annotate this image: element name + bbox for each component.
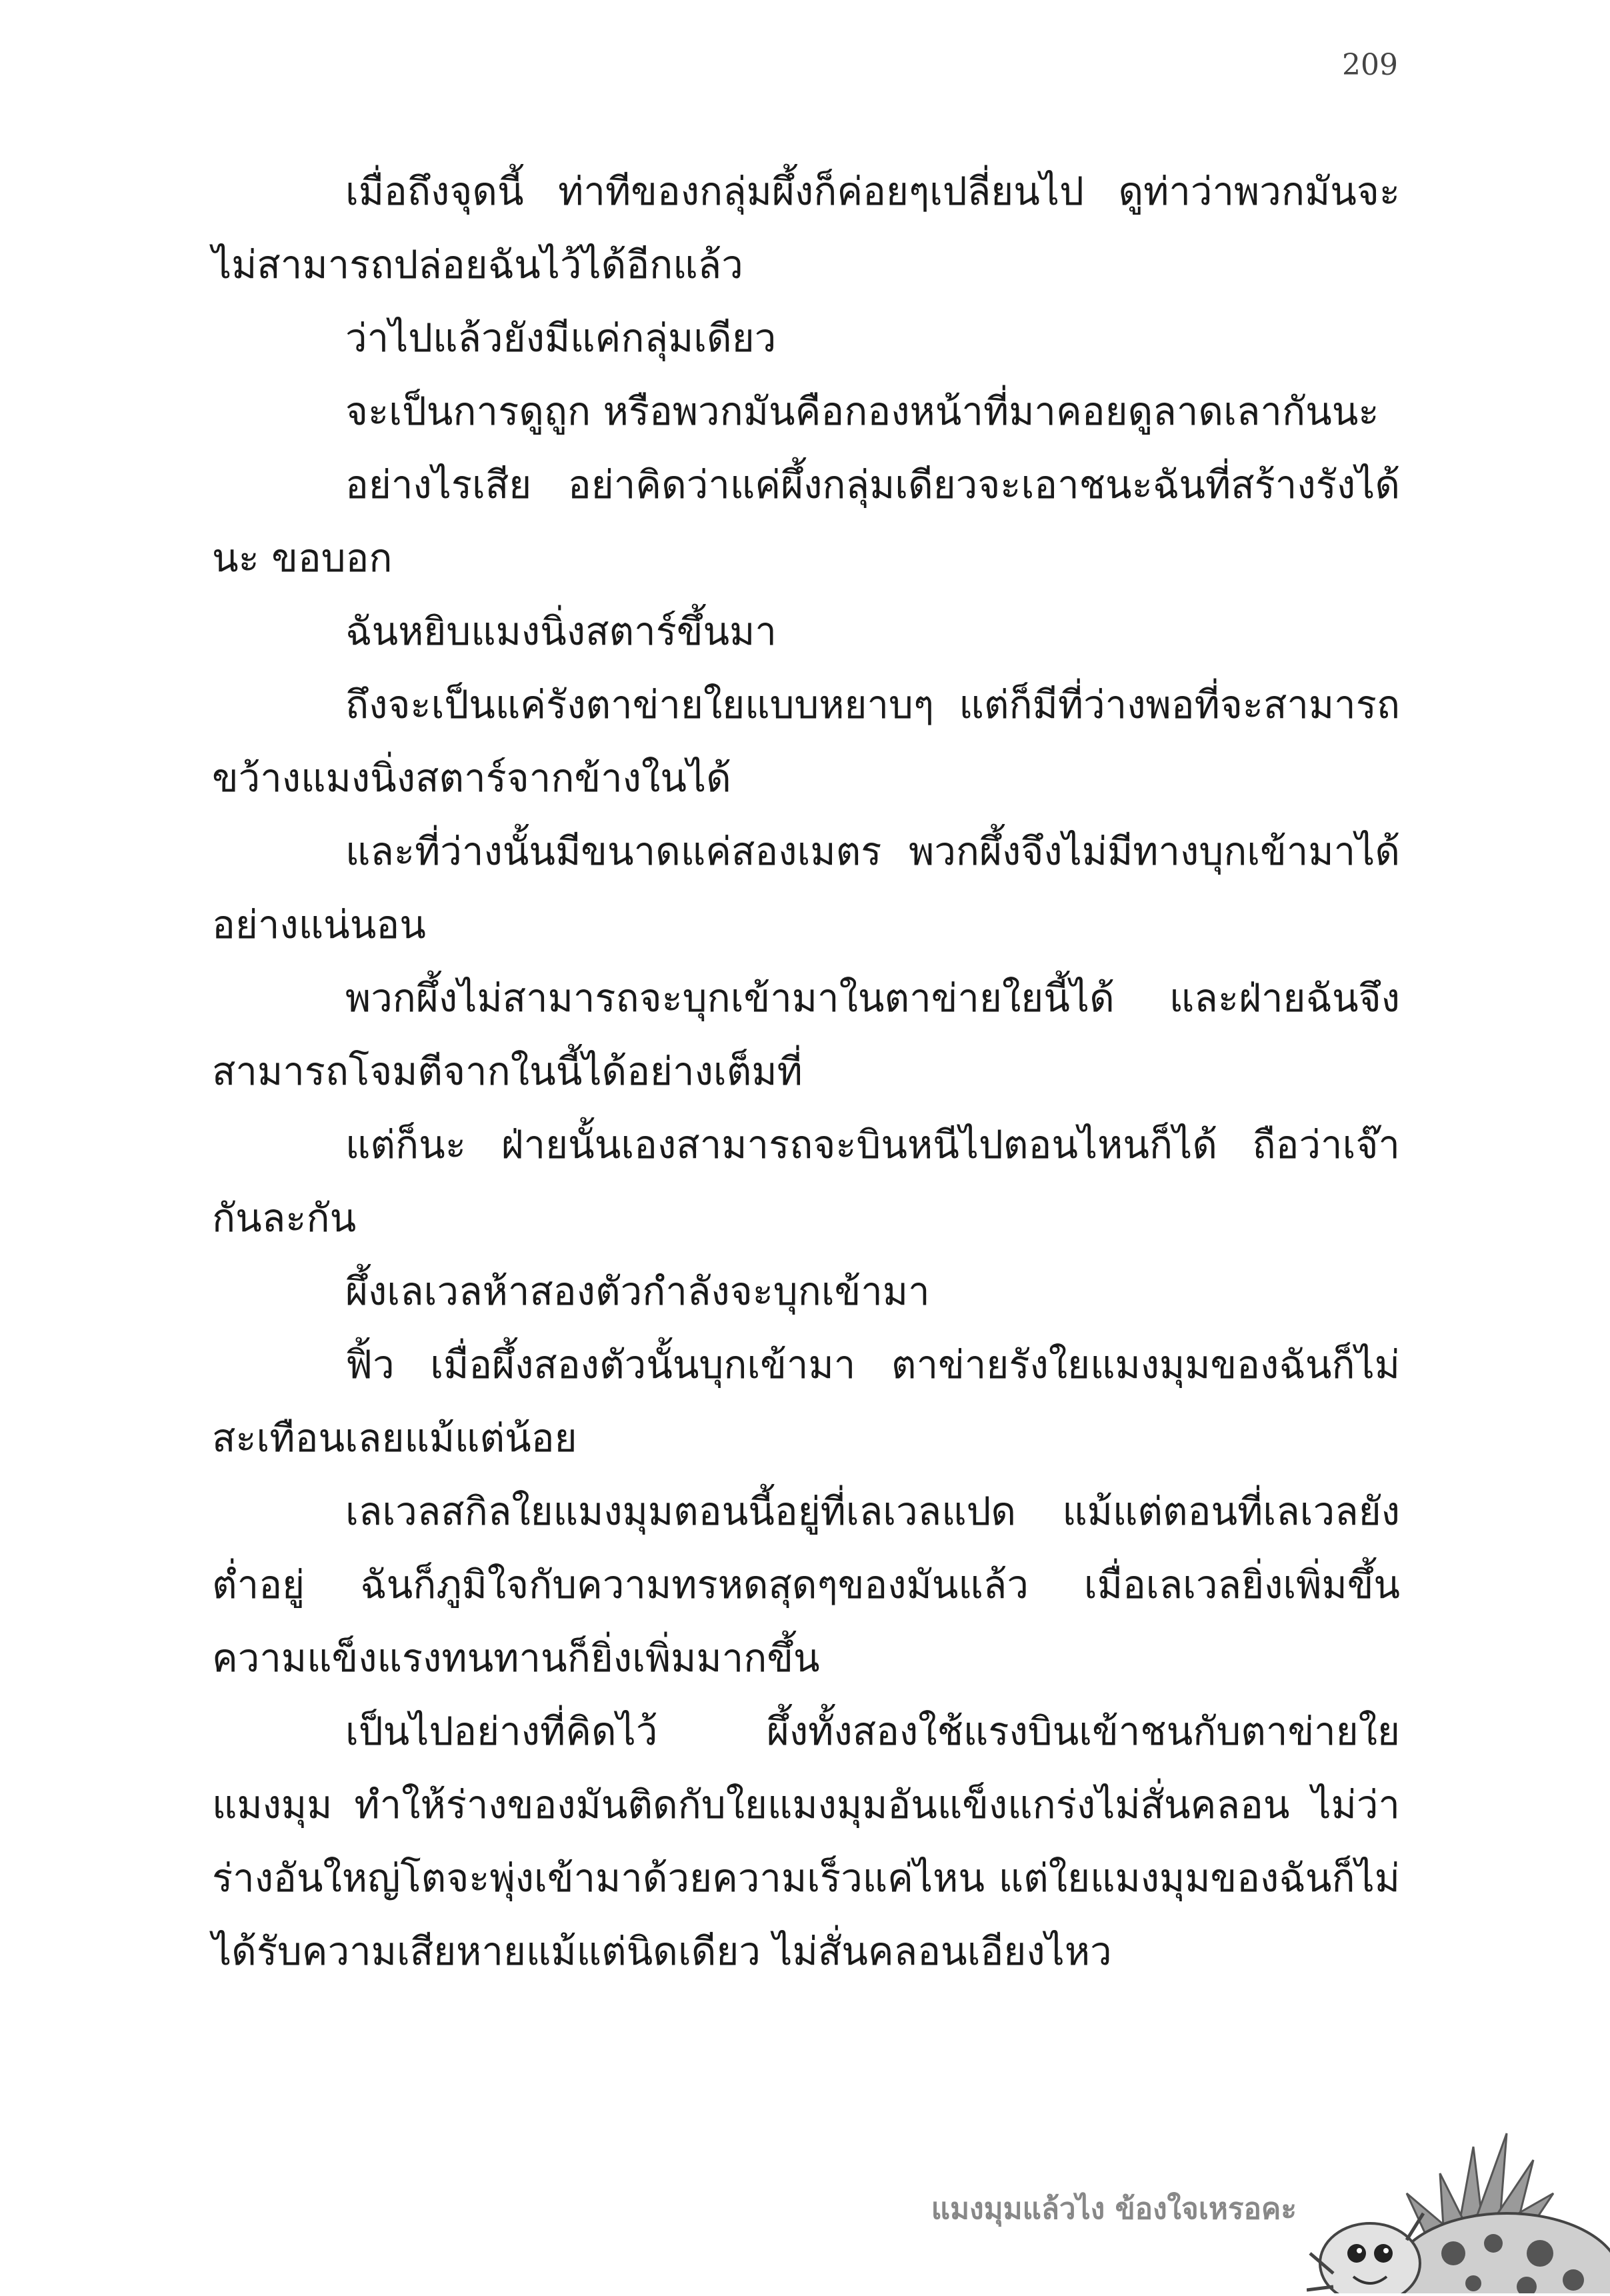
paragraph: ผึ้งเลเวลห้าสองตัวกำลังจะบุกเข้ามา xyxy=(345,1269,930,1314)
page-number: 209 xyxy=(1342,48,1398,82)
paragraph: ถึงจะเป็นแค่รังตาข่ายใยแบบหยาบๆ แต่ก็มีที่ว่างพอที่จะสามารถขว้างแมงนิ่งสตาร์จากข้างในได้ xyxy=(212,682,1400,801)
paragraph: ฟิ้ว เมื่อผึ้งสองตัวนั้นบุกเข้ามา ตาข่ายรังใยแมงมุมของฉันก็ไม่สะเทือนเลยแม้แต่น้อย xyxy=(212,1342,1400,1461)
paragraph: ฉันหยิบแมงนิ่งสตาร์ขึ้นมา xyxy=(345,609,777,654)
paragraph: อย่างไรเสีย อย่าคิดว่าแค่ผึ้งกลุ่มเดียวจะเอาชนะฉันที่สร้างรังได้นะ ขอบอก xyxy=(212,462,1400,581)
body-text xyxy=(212,155,1400,1988)
paragraph: และที่ว่างนั้นมีขนาดแค่สองเมตร พวกผึ้งจึงไม่มีทางบุกเข้ามาได้อย่างแน่นอน xyxy=(212,829,1400,947)
paragraph: จะเป็นการดูถูก หรือพวกมันคือกองหน้าที่มาคอยดูลาดเลากันนะ xyxy=(345,389,1379,434)
paragraph: พวกผึ้งไม่สามารถจะบุกเข้ามาในตาข่ายใยนี้ได้ และฝ่ายฉันจึงสามารถโจมตีจากในนี้ได้อย่างเต็มที่ xyxy=(212,975,1400,1094)
paragraph: แต่ก็นะ ฝ่ายนั้นเองสามารถจะบินหนีไปตอนไหนก็ได้ ถือว่าเจ๊ากันละกัน xyxy=(212,1122,1400,1241)
paragraph: เลเวลสกิลใยแมงมุมตอนนี้อยู่ที่เลเวลแปด แม้แต่ตอนที่เลเวลยังต่ำอยู่ ฉันก็ภูมิใจกับความทรหดสุดๆของมันแล้ว เมื่อเลเวลยิ่งเพิ่มขึ้น ความแข็งแรงทนทานก็ยิ่งเพิ่มมากขึ้น xyxy=(212,1489,1400,1681)
paragraph: ว่าไปแล้วยังมีแค่กลุ่มเดียว xyxy=(345,315,777,361)
footer-book-title: แมงมุมแล้วไง ข้องใจเหรอคะ xyxy=(931,2192,1297,2226)
paragraph: เมื่อถึงจุดนี้ ท่าทีของกลุ่มผึ้งก็ค่อยๆเปลี่ยนไป ดูท่าว่าพวกมันจะไม่สามารถปล่อยฉันไว้ได้อีกแล้ว xyxy=(212,169,1400,287)
spider-mascot-icon xyxy=(1307,2120,1610,2293)
paragraph: เป็นไปอย่างที่คิดไว้ ผึ้งทั้งสองใช้แรงบินเข้าชนกับตาข่ายใยแมงมุม ทำให้ร่างของมันติดกับใยแมงมุมอันแข็งแกร่งไม่สั่นคลอน ไม่ว่าร่างอันใหญ่โตจะพุ่งเข้ามาด้วยความเร็วแค่ไหน แต่ใยแมงมุมของฉันก็ไม่ได้รับความเสียหายแม้แต่นิดเดียว ไม่สั่นคลอนเอียงไหว xyxy=(212,1709,1400,1974)
